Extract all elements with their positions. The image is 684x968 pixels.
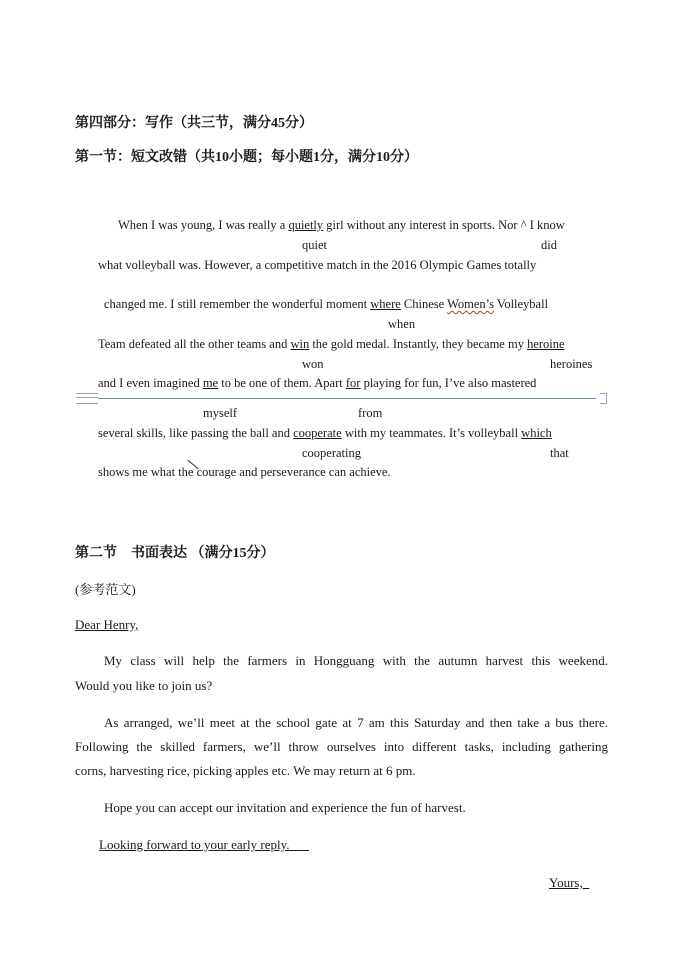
letter-salutation: Dear Henry, xyxy=(75,617,139,632)
letter-paragraph-3: Hope you can accept our invitation and experience the fun of harvest. xyxy=(104,800,466,815)
errata-text: and I even imagined xyxy=(98,376,203,390)
sample-label: (参考范文) xyxy=(75,582,136,597)
errata-line-5 xyxy=(98,376,536,391)
correction-that: that xyxy=(550,446,569,460)
letter-paragraph-1-line-2: Would you like to join us? xyxy=(75,678,213,693)
correction-won: won xyxy=(302,357,324,371)
correction-heroines: heroines xyxy=(550,357,593,371)
errata-text: Volleyball xyxy=(494,297,549,311)
errata-marked-word: where xyxy=(370,297,401,311)
errata-marked-word: me xyxy=(202,376,219,390)
letter-paragraph-2-line-2: Following the skilled farmers, we’ll throw ourselves into different tasks, including gathering xyxy=(75,739,608,754)
errata-line-2: what volleyball was. However, a competitive match in the 2016 Olympic Games totally xyxy=(98,258,537,272)
errata-text: the gold medal. Instantly, they became my xyxy=(309,337,528,351)
errata-text: playing for fun, I’ve also mastered xyxy=(360,376,537,390)
errata-marked-word: which xyxy=(521,426,552,440)
correction-when: when xyxy=(388,317,416,331)
errata-line-4 xyxy=(98,337,565,352)
errata-spellcheck-word: Women’s xyxy=(447,297,494,311)
errata-line-3 xyxy=(104,297,548,312)
errata-text: Chinese xyxy=(400,297,448,311)
errata-line-6 xyxy=(98,426,552,441)
errata-marked-word: quietly xyxy=(288,218,324,232)
part4-heading: 第四部分：写作（共三节，满分45分） xyxy=(75,116,313,131)
letter-signoff xyxy=(549,875,589,891)
letter-paragraph-1-line-1: My class will help the farmers in Hongguang with the autumn harvest this weekend. xyxy=(104,653,608,668)
errata-text: several skills, like passing the ball and xyxy=(98,426,294,440)
section-break-rule xyxy=(98,398,596,399)
correction-myself: myself xyxy=(203,406,238,420)
correction-cooperating: cooperating xyxy=(302,446,362,460)
letter-closing-text: Looking forward to your early reply. xyxy=(99,837,290,852)
correction-quiet: quiet xyxy=(302,238,327,252)
letter-closing xyxy=(99,837,309,853)
letter-paragraph-2-line-1: As arranged, we’ll meet at the school gate at 7 am this Saturday and then take a bus there. xyxy=(104,715,608,730)
errata-marked-word: cooperate xyxy=(293,426,342,440)
section2-heading: 第二节 书面表达 （满分15分） xyxy=(75,546,275,561)
errata-line-1 xyxy=(118,218,565,233)
errata-line-7: shows me what the courage and perseverance can achieve. xyxy=(98,465,391,479)
errata-marked-word: heroine xyxy=(527,337,565,351)
errata-text: When I was young, I was really a xyxy=(118,218,289,232)
errata-text: with my teammates. It’s volleyball xyxy=(341,426,522,440)
errata-text: girl without any interest in sports. Nor ^ I know xyxy=(323,218,565,232)
section-break-marker-left xyxy=(76,393,98,404)
section1-heading: 第一节：短文改错（共10小题；每小题1分，满分10分） xyxy=(75,150,418,165)
section-break-marker-right xyxy=(600,393,607,404)
errata-text: Team defeated all the other teams and xyxy=(98,337,291,351)
errata-marked-word: for xyxy=(345,376,361,390)
errata-text: to be one of them. Apart xyxy=(218,376,346,390)
errata-marked-word: win xyxy=(290,337,310,351)
correction-from: from xyxy=(358,406,383,420)
correction-did: did xyxy=(541,238,557,252)
letter-paragraph-2-line-3: corns, harvesting rice, picking apples etc. We may return at 6 pm. xyxy=(75,763,416,778)
errata-text: changed me. I still remember the wonderful moment xyxy=(104,297,371,311)
letter-signoff-text: Yours, xyxy=(549,875,583,890)
